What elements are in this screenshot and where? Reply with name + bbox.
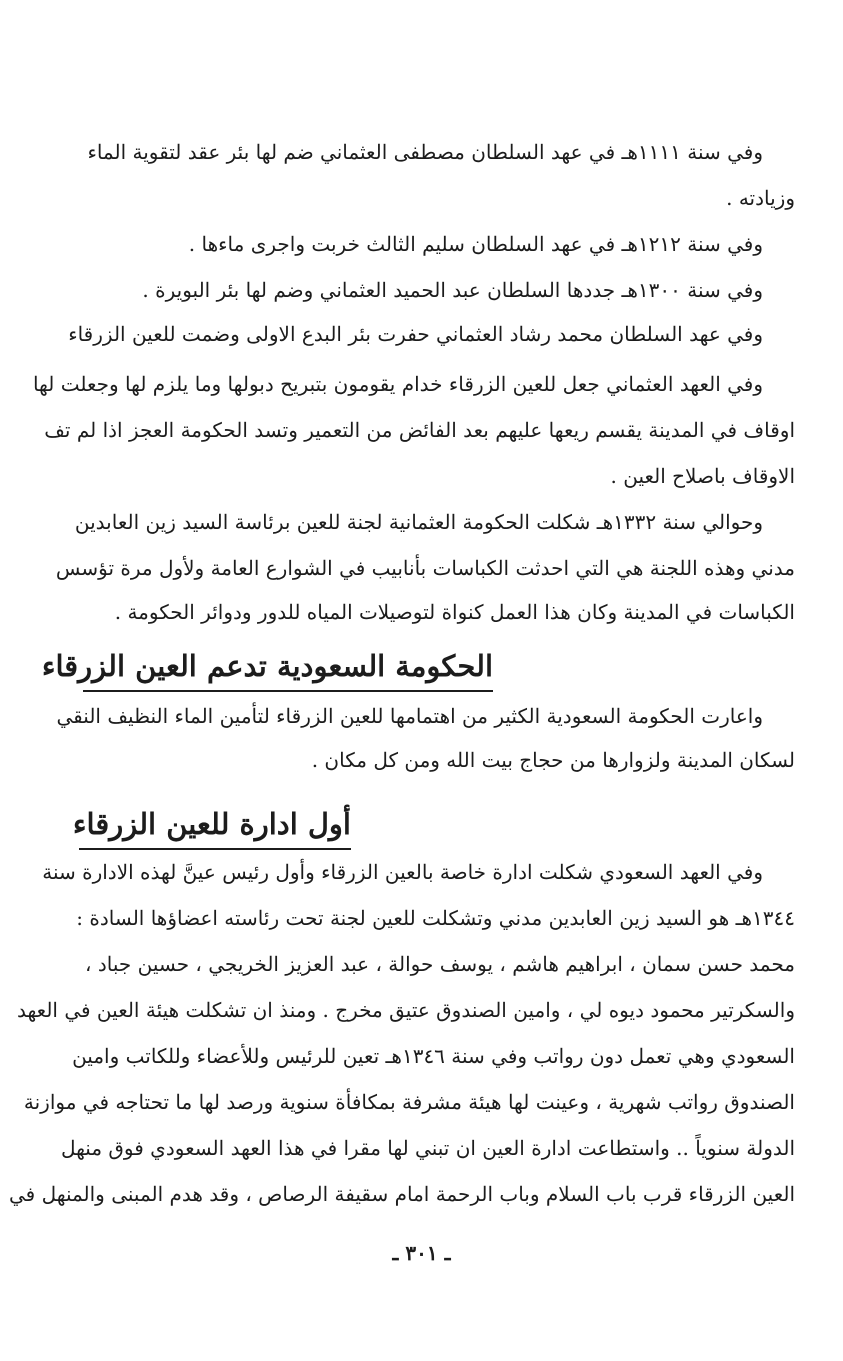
text-line: الاوقاف باصلاح العين .: [610, 464, 795, 488]
heading-underline: [79, 848, 351, 850]
text-line: مدني وهذه اللجنة هي التي احدثت الكباسات بأنابيب في الشوارع العامة ولأول مرة تؤسس: [55, 556, 795, 580]
text-line: وفي سنة ١١١١هـ في عهد السلطان مصطفى العثماني ضم لها بئر عقد لتقوية الماء: [87, 140, 763, 164]
text-line: وزيادته .: [726, 186, 795, 210]
text-line: الصندوق رواتب شهرية ، وعينت لها هيئة مشرفة بمكافأة سنوية ورصد لها ما تحتاجه في موازنة: [23, 1090, 795, 1114]
section-heading: الحكومة السعودية تدعم العين الزرقاء: [41, 649, 493, 683]
text-line: والسكرتير محمود ديوه لي ، وامين الصندوق عتيق مخرج . ومنذ ان تشكلت هيئة العين في العهد: [16, 998, 795, 1022]
text-line: الدولة سنوياً .. واستطاعت ادارة العين ان تبني لها مقرا في هذا العهد السعودي فوق منهل: [60, 1136, 795, 1160]
text-line: وفي العهد السعودي شكلت ادارة خاصة بالعين الزرقاء وأول رئيس عينَّ لهذه الادارة سنة: [42, 860, 763, 884]
text-line: محمد حسن سمان ، ابراهيم هاشم ، يوسف حوالة ، عبد العزيز الخريجي ، حسين جباد ،: [85, 952, 795, 976]
text-line: العين الزرقاء قرب باب السلام وباب الرحمة امام سقيفة الرصاص ، وقد هدم المبنى والمنهل في: [8, 1182, 795, 1206]
page-number: ـ ٣٠١ ـ: [392, 1241, 451, 1265]
text-line: لسكان المدينة ولزوارها من حجاج بيت الله ومن كل مكان .: [311, 748, 795, 772]
text-line: السعودي وهي تعمل دون رواتب وفي سنة ١٣٤٦هـ تعين للرئيس وللأعضاء وللكاتب وامين: [72, 1044, 795, 1068]
section-heading: أول ادارة للعين الزرقاء: [72, 807, 351, 841]
text-line: وفي العهد العثماني جعل للعين الزرقاء خدام يقومون بتبريح دبولها وما يلزم لها وجعلت لها: [32, 372, 763, 396]
heading-underline: [83, 690, 493, 692]
text-line: وفي سنة ١٢١٢هـ في عهد السلطان سليم الثالث خربت واجرى ماءها .: [188, 232, 763, 256]
text-line: وفي عهد السلطان محمد رشاد العثماني حفرت بئر البدع الاولى وضمت للعين الزرقاء: [68, 322, 763, 346]
text-line: واعارت الحكومة السعودية الكثير من اهتمامها للعين الزرقاء لتأمين الماء النظيف النقي: [56, 704, 763, 728]
text-line: وحوالي سنة ١٣٣٢هـ شكلت الحكومة العثمانية لجنة للعين برئاسة السيد زين العابدين: [74, 510, 763, 534]
text-line: ١٣٤٤هـ هو السيد زين العابدين مدني وتشكلت للعين لجنة تحت رئاسته اعضاؤها السادة :: [76, 906, 795, 930]
text-line: الكباسات في المدينة وكان هذا العمل كنواة لتوصيلات المياه للدور ودوائر الحكومة .: [114, 600, 795, 624]
text-line: اوقاف في المدينة يقسم ريعها عليهم بعد الفائض من التعمير وتسد الحكومة العجز اذا لم تف: [44, 418, 795, 442]
text-line: وفي سنة ١٣٠٠هـ جددها السلطان عبد الحميد العثماني وضم لها بئر البويرة .: [142, 278, 763, 302]
